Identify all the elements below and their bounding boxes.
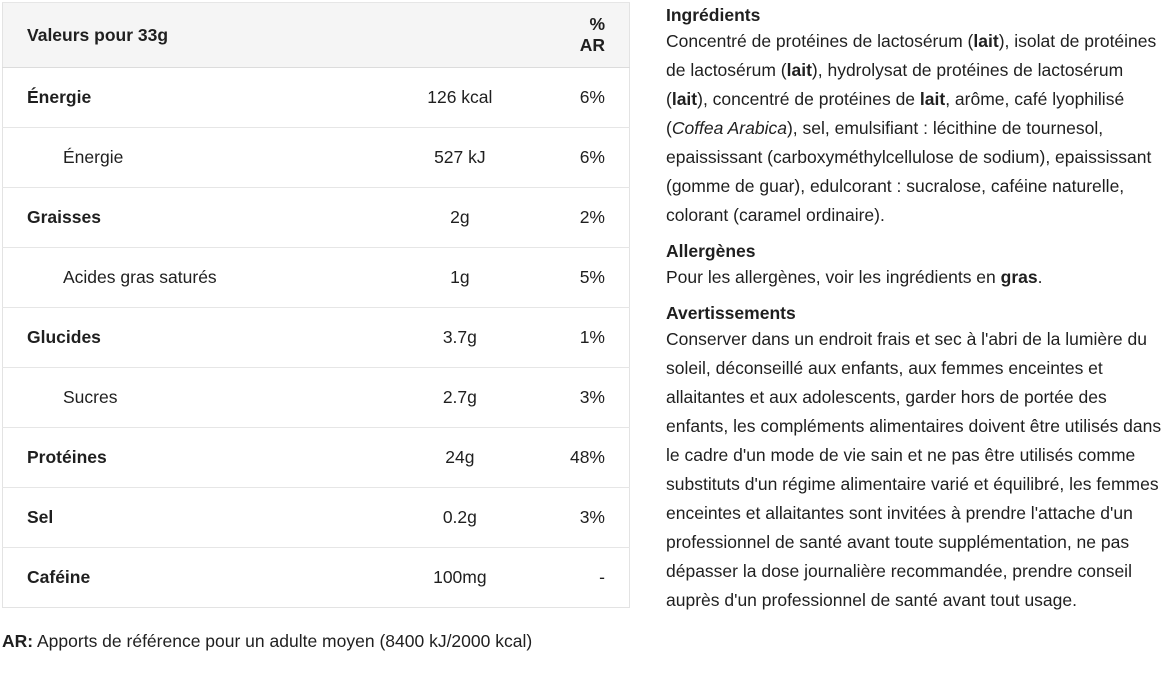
bold-text: gras [1000,267,1038,287]
table-row-energie-kj [3,128,630,188]
row-value: 2.7g [350,368,570,428]
row-pct: 3% [570,488,630,548]
row-name: Sel [3,488,350,548]
table-row-glucides [3,308,630,368]
table-row-energie-kcal [3,68,630,128]
text-run: , arôme, café lyophilisé ( [666,89,1125,138]
table-row-sucres [3,368,630,428]
allergens-text [666,263,1166,292]
row-pct: 2% [570,188,630,248]
row-value: 3.7g [350,308,570,368]
row-pct: 1% [570,308,630,368]
row-pct: 3% [570,368,630,428]
text-run: Pour les allergènes, voir les ingrédients en [666,267,1001,287]
table-row-sel [3,488,630,548]
row-name: Sucres [3,368,350,428]
table-row-acides-gras [3,248,630,308]
nutrition-table-container [2,2,630,608]
row-pct: 48% [570,428,630,488]
allergens-title: Allergènes [666,241,756,261]
row-name: Glucides [3,308,350,368]
allergens-section [666,240,1166,292]
row-value: 1g [350,248,570,308]
row-value: 527 kJ [350,128,570,188]
text-run: ), isolat de protéines de lactosérum ( [666,31,1157,80]
ingredients-text [666,27,1166,230]
row-pct: 6% [570,128,630,188]
row-name: Acides gras saturés [3,248,350,308]
header-serving: Valeurs pour 33g [3,3,350,68]
bold-text: lait [671,89,698,109]
row-name: Graisses [3,188,350,248]
ar-footnote [2,631,532,652]
warnings-section [666,302,1166,615]
row-name: Énergie [3,68,350,128]
bold-text: lait [786,60,812,80]
row-value: 126 kcal [350,68,570,128]
warnings-title: Avertissements [666,303,796,323]
italic-text: Coffea Arabica [671,118,787,138]
row-pct: 6% [570,68,630,128]
nutrition-table [2,2,630,608]
product-details [666,4,1166,625]
text-run: ), concentré de protéines de [697,89,920,109]
row-value: 100mg [350,548,570,608]
row-name: Protéines [3,428,350,488]
footnote-text: Apports de référence pour un adulte moyen (8400 kJ/2000 kcal) [33,631,533,651]
bold-text: lait [919,89,946,109]
table-row-proteines [3,428,630,488]
bold-text: lait [973,31,999,51]
table-row-graisses [3,188,630,248]
warnings-text [666,325,1166,615]
text-run: ), hydrolysat de protéines de lactosérum ( [666,60,1124,109]
text-run: . [1037,267,1043,287]
header-ar: % AR [570,3,630,68]
footnote-label: AR: [2,631,34,651]
row-pct: 5% [570,248,630,308]
ingredients-section [666,4,1166,230]
row-value: 2g [350,188,570,248]
text-run: Conserver dans un endroit frais et sec à l'abri de la lumière du soleil, déconseillé aux enfants, aux femmes enceintes et allaitantes et aux adolescents, garder hors de portée des enfants, les compléments alimentaires doivent être utilisés dans le cadre d'un mode de vie sain et ne pas être utilisés comme substituts d'un régime alimentaire varié et équilibré, les femmes enceintes et allaitantes sont invitées à prendre l'attache d'un professionnel de santé avant toute supplémentation, ne pas dépasser la dose journalière recommandée, prendre conseil auprès d'un professionnel de santé avant tout usage. [666,329,1162,610]
text-run: ), sel, emulsifiant : lécithine de tournesol, epaississant (carboxyméthylcellulose de sodium), epaississant (gomme de guar), edulcorant : sucralose, caféine naturelle, colorant (caramel ordinaire). [666,118,1152,225]
row-value: 0.2g [350,488,570,548]
row-name: Énergie [3,128,350,188]
row-name: Caféine [3,548,350,608]
table-row-cafeine [3,548,630,608]
row-value: 24g [350,428,570,488]
table-header-row [3,3,630,68]
ingredients-title: Ingrédients [666,5,761,25]
row-pct: - [570,548,630,608]
text-run: Concentré de protéines de lactosérum ( [666,31,974,51]
header-value [350,3,570,68]
